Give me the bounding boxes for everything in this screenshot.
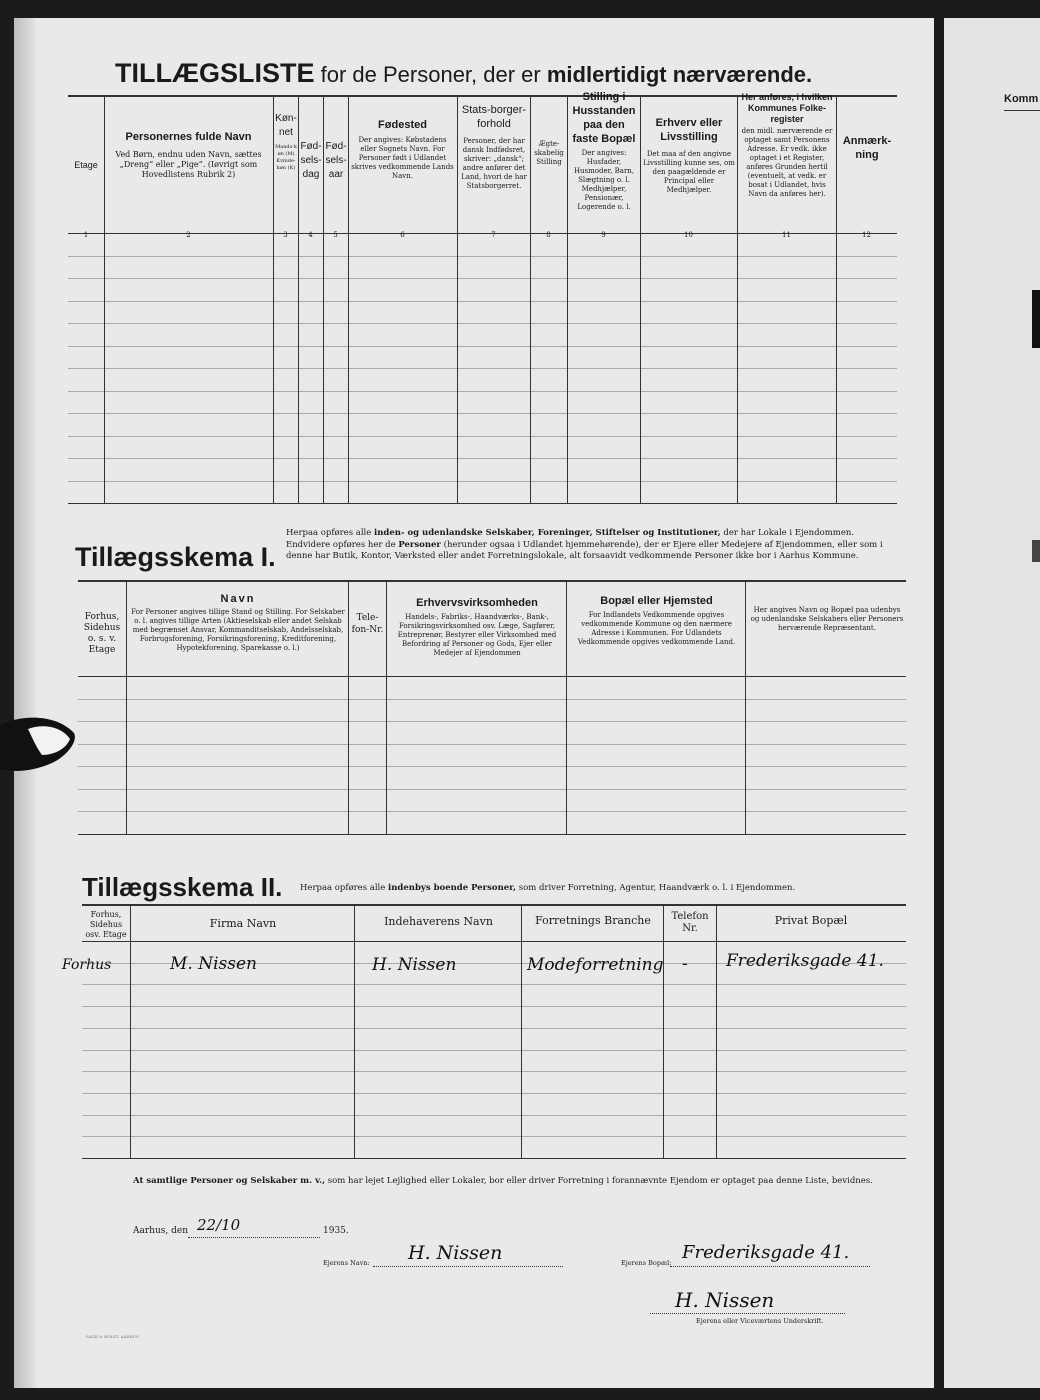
- t1-colnum: 5: [333, 231, 338, 239]
- s2-cell-floor: Forhus: [62, 957, 112, 973]
- s1-header-title: Bopæl eller Hjemsted: [600, 595, 713, 607]
- t1-header-title: Fød-sels-aar: [325, 141, 347, 180]
- s1-header-phone: Tele-fon-Nr.: [351, 613, 384, 635]
- s2-row-rule: [82, 1136, 906, 1137]
- t1-header-household: [569, 90, 639, 212]
- t1-header-title: Køn-net: [275, 113, 297, 138]
- t1-header-etage: [68, 158, 104, 172]
- t1-col-divider: [457, 95, 458, 504]
- page-title: [115, 58, 812, 89]
- t1-col-divider: [104, 95, 105, 504]
- attestation-bold: At samtlige Personer og Selskaber m. v.,: [133, 1176, 326, 1186]
- s1-header-body: For Indlandets Vedkommende opgives vedkommende Kommune og den nærmere Adresse i Kommunen. For Udlandets Vedkommende opgives vedkommende Land.: [577, 611, 736, 646]
- t1-row-rule: [68, 278, 897, 279]
- table1-bottom-rule: [68, 503, 897, 504]
- title-bold: midlertidigt nærværende.: [546, 62, 813, 87]
- owner-name-value: H. Nissen: [408, 1242, 503, 1264]
- s1-row-rule: [78, 721, 906, 722]
- t1-colnum: 10: [684, 231, 693, 239]
- skema2-text: som driver Forretning, Agentur, Haandværk o. l. i Ejendommen.: [516, 883, 796, 893]
- t1-header-remarks: [838, 134, 896, 162]
- skema1-text: (herunder ogsaa i Udlandet hjemmehørende), der er Ejere eller Medejere af Ejendommen, eller som i denne har Butik, Kontor, Værksted eller andet Forretningslokale, alt forsaavidt vedkommende Personer ikke bor i Aarhus Kommune.: [286, 539, 883, 561]
- skema1-text-bold: Personer: [398, 539, 441, 550]
- s2-col-divider: [521, 904, 522, 1159]
- owner-address-value: Frederiksgade 41.: [682, 1242, 850, 1263]
- s2-header-branch: Forretnings Branche: [535, 914, 651, 927]
- s2-cell-branch: Modeforretning: [527, 955, 664, 975]
- s1-header-body: Handels-, Fabriks-, Haandværks-, Bank-, Forsikringsvirksomhed osv. Læge, Sagfører, Entreprenør, Bestyrer eller Virksomhed med Befordring af Personer og Gods, Ejer eller Medejer af Ejendommen: [397, 613, 557, 657]
- signature-line: [650, 1313, 845, 1314]
- signature-value: H. Nissen: [675, 1288, 775, 1312]
- date-dotted-line: [188, 1237, 320, 1238]
- skema1-bottom-rule: [78, 834, 906, 835]
- t1-header-birthday: [299, 140, 323, 182]
- s2-row-rule: [82, 1093, 906, 1094]
- s1-col-divider: [566, 580, 567, 835]
- page-edge: [14, 18, 36, 1388]
- t1-header-title: Personernes fulde Navn: [125, 131, 252, 143]
- t1-row-rule: [68, 481, 897, 482]
- place-label: Aarhus, den: [133, 1226, 188, 1236]
- t1-col-divider: [836, 95, 837, 504]
- attestation-text: [133, 1176, 913, 1186]
- s1-header-residence: [570, 594, 743, 647]
- s2-row-rule: [82, 1006, 906, 1007]
- date-value: 22/10: [197, 1216, 241, 1234]
- t1-colnum: 2: [186, 231, 191, 239]
- s2-cell-private-address: Frederiksgade 41.: [726, 951, 884, 971]
- s2-col-divider: [354, 904, 355, 1159]
- adjacent-page: [944, 18, 1040, 1388]
- s2-header-private-address: Privat Bopæl: [774, 914, 848, 927]
- t1-header-occupation: [642, 116, 736, 195]
- t1-header-title: Fød-sels-dag: [300, 141, 322, 180]
- t1-header-body: Mands-køn (M) Kvinde-køn (K): [275, 144, 297, 171]
- t1-colnum: 9: [601, 231, 606, 239]
- s2-row-rule: [82, 984, 906, 985]
- s1-header-representative: Her angives Navn og Bopæl paa udenbys og udenlandske Selskabers eller Personers herværende Repræsentant.: [750, 606, 904, 632]
- t1-colnum: 4: [308, 231, 313, 239]
- s1-col-divider: [386, 580, 387, 835]
- owner-name-line: [373, 1266, 563, 1267]
- t1-row-rule: [68, 458, 897, 459]
- t1-col-divider: [348, 95, 349, 504]
- t1-row-rule: [68, 323, 897, 324]
- title-rest: for de Personer, der er: [314, 62, 547, 87]
- skema1-top-rule: [78, 580, 906, 582]
- adjacent-page-tab-small: [1032, 540, 1040, 562]
- t1-row-rule: [68, 436, 897, 437]
- s1-header-name: [130, 592, 346, 653]
- skema1-title: Tillægsskema I.: [75, 542, 276, 572]
- t1-colnum: 12: [862, 231, 871, 239]
- s2-header-phone: Telefon Nr.: [671, 911, 709, 934]
- adjacent-page-line: [1004, 110, 1040, 111]
- t1-header-body: Det maa af den angivne Livsstilling kunne ses, om den paagældende er Principal eller Medhjælper.: [643, 150, 735, 194]
- skema1-text-bold: inden- og udenlandske Selskaber, Foreninger, Stiftelser og Institutioner,: [374, 528, 721, 538]
- adjacent-page-label: Komm: [1004, 93, 1039, 105]
- finger-holding-page: [0, 715, 78, 775]
- t1-header-body: den midl. nærværende er optaget samt Personens Adresse. Er vedk. ikke optaget i et Register, anføres Grunden hertil (eventuelt, at vedk. er bosat i Udlandet, hvis Navn da anføres her).: [741, 127, 833, 198]
- t1-header-title: Erhverv eller Livsstilling: [655, 117, 723, 143]
- skema2-text: Herpaa opføres alle: [300, 883, 389, 893]
- s1-row-rule: [78, 811, 906, 812]
- s2-row-rule: [82, 1115, 906, 1116]
- t1-col-divider: [273, 95, 274, 504]
- s1-header-floor: Forhus, Sidehus o. s. v. Etage: [83, 612, 121, 655]
- skema2-title: Tillægsskema II.: [82, 872, 283, 902]
- t1-header-register: [739, 92, 835, 199]
- t1-colnum: 11: [782, 231, 791, 239]
- s2-col-divider: [663, 904, 664, 1159]
- t1-row-rule: [68, 413, 897, 414]
- title-main: TILLÆGSLISTE: [115, 58, 315, 88]
- t1-header-body: Personer, der har dansk Indfødsret, skriver: „dansk“; andre anfører det Land, hvori de har Statsborgerret.: [461, 137, 527, 190]
- owner-address-line: [670, 1266, 870, 1267]
- t1-header-citizenship: [459, 103, 529, 191]
- t1-row-rule: [68, 368, 897, 369]
- s2-header-floor: Forhus, Sidehus osv. Etage: [85, 910, 127, 939]
- t1-header-body: Der angives: Husfader, Husmoder, Barn, Slægtning o. l. Medhjælper, Pensionær, Logerende o. l.: [573, 149, 635, 211]
- s2-row-rule: [82, 1028, 906, 1029]
- skema1-text: der har Lokale i Ejendommen. Endvidere opføres her de: [286, 528, 855, 550]
- s1-header-title: Navn: [220, 593, 256, 605]
- signature-label: Ejerens eller Viceværtens Underskrift.: [696, 1317, 824, 1325]
- t1-header-name: [106, 130, 271, 180]
- t1-row-rule: [68, 256, 897, 257]
- s2-col-divider: [130, 904, 131, 1159]
- s2-header-owner: Indehaverens Navn: [384, 915, 493, 928]
- s2-cell-firm: M. Nissen: [170, 954, 257, 974]
- t1-header-title: Stilling i Husstanden paa den faste Bopæl: [572, 91, 636, 145]
- s1-row-rule: [78, 766, 906, 767]
- skema2-bottom-rule: [82, 1158, 906, 1159]
- t1-colnum: 1: [83, 231, 89, 239]
- t1-colnum: 3: [283, 231, 288, 239]
- s1-col-divider: [745, 580, 746, 835]
- t1-header-title: Etage: [74, 160, 98, 170]
- s1-header-body: For Personer angives tillige Stand og Stilling. For Selskaber o. l. angives tillige Arten (Aktieselskab eller andet Selskab med begrænset Ansvar, Kommanditselskab, Andelsselskab, Forbrugsforening, Forsikringsforening, Kreditforening, Hypotekforening, Sparekasse o. l.): [131, 608, 345, 652]
- s1-row-rule: [78, 699, 906, 700]
- t1-colnum: 6: [400, 231, 405, 239]
- s1-header-business: [390, 596, 564, 658]
- skema1-instructions: [286, 528, 898, 563]
- t1-header-title: Ægte-skabelig Stilling: [534, 140, 564, 166]
- t1-header-title: Stats-borger-forhold: [461, 104, 527, 130]
- t1-col-divider: [737, 95, 738, 504]
- skema2-top-rule: [82, 904, 906, 906]
- t1-header-sex: [275, 112, 297, 172]
- skema1-header-rule: [78, 676, 906, 677]
- t1-row-rule: [68, 346, 897, 347]
- s2-col-divider: [716, 904, 717, 1159]
- s1-col-divider: [126, 580, 127, 835]
- t1-col-divider: [567, 95, 568, 504]
- s2-row-rule: [82, 1071, 906, 1072]
- t1-colnum: 8: [546, 231, 551, 239]
- t1-header-marital: [531, 140, 567, 167]
- t1-col-divider: [640, 95, 641, 504]
- t1-header-title: Her anføres, i hvilken Kommunes Folke-register: [741, 92, 833, 124]
- owner-name-label: Ejerens Navn:: [323, 1259, 370, 1267]
- t1-row-rule: [68, 301, 897, 302]
- t1-colnum: 7: [491, 231, 496, 239]
- t1-header-birthplace: [350, 118, 455, 181]
- t1-header-body: Ved Børn, endnu uden Navn, sættes „Dreng“ eller „Pige“. (Iøvrigt som Hovedlistens Rubrik 2): [115, 150, 262, 179]
- year-value: 1935.: [323, 1226, 349, 1236]
- s2-row-rule: [82, 1050, 906, 1051]
- s1-row-rule: [78, 744, 906, 745]
- skema2-header-rule: [82, 941, 906, 942]
- s1-row-rule: [78, 789, 906, 790]
- s1-col-divider: [348, 580, 349, 835]
- attestation-plain: som har lejet Lejlighed eller Lokaler, bor eller driver Forretning i forannævnte Ejendom er optaget paa denne Liste, bevidnes.: [325, 1176, 873, 1186]
- t1-header-body: Der angives: Købstadens eller Sognets Navn. For Personer født i Udlandet skrives vedkommende Lands Navn.: [351, 136, 454, 180]
- s2-cell-phone: -: [682, 954, 688, 974]
- owner-address-label: Ejerens Bopæl:: [621, 1259, 672, 1267]
- t1-header-title: Fødested: [378, 119, 427, 131]
- s2-header-firm: Firma Navn: [209, 917, 277, 930]
- s1-header-title: Erhvervsvirksomheden: [416, 597, 538, 609]
- adjacent-page-tab: [1032, 290, 1040, 348]
- skema2-text-bold: indenbys boende Personer,: [388, 883, 517, 893]
- t1-header-birthyear: [324, 140, 348, 182]
- t1-row-rule: [68, 391, 897, 392]
- printer-imprint: SAGE & HOLST, AARHUS: [86, 1334, 140, 1339]
- skema2-instructions: [300, 883, 900, 895]
- t1-header-title: Anmærk-ning: [842, 135, 892, 161]
- s2-cell-owner: H. Nissen: [372, 955, 457, 975]
- skema1-text: Herpaa opføres alle: [286, 528, 375, 538]
